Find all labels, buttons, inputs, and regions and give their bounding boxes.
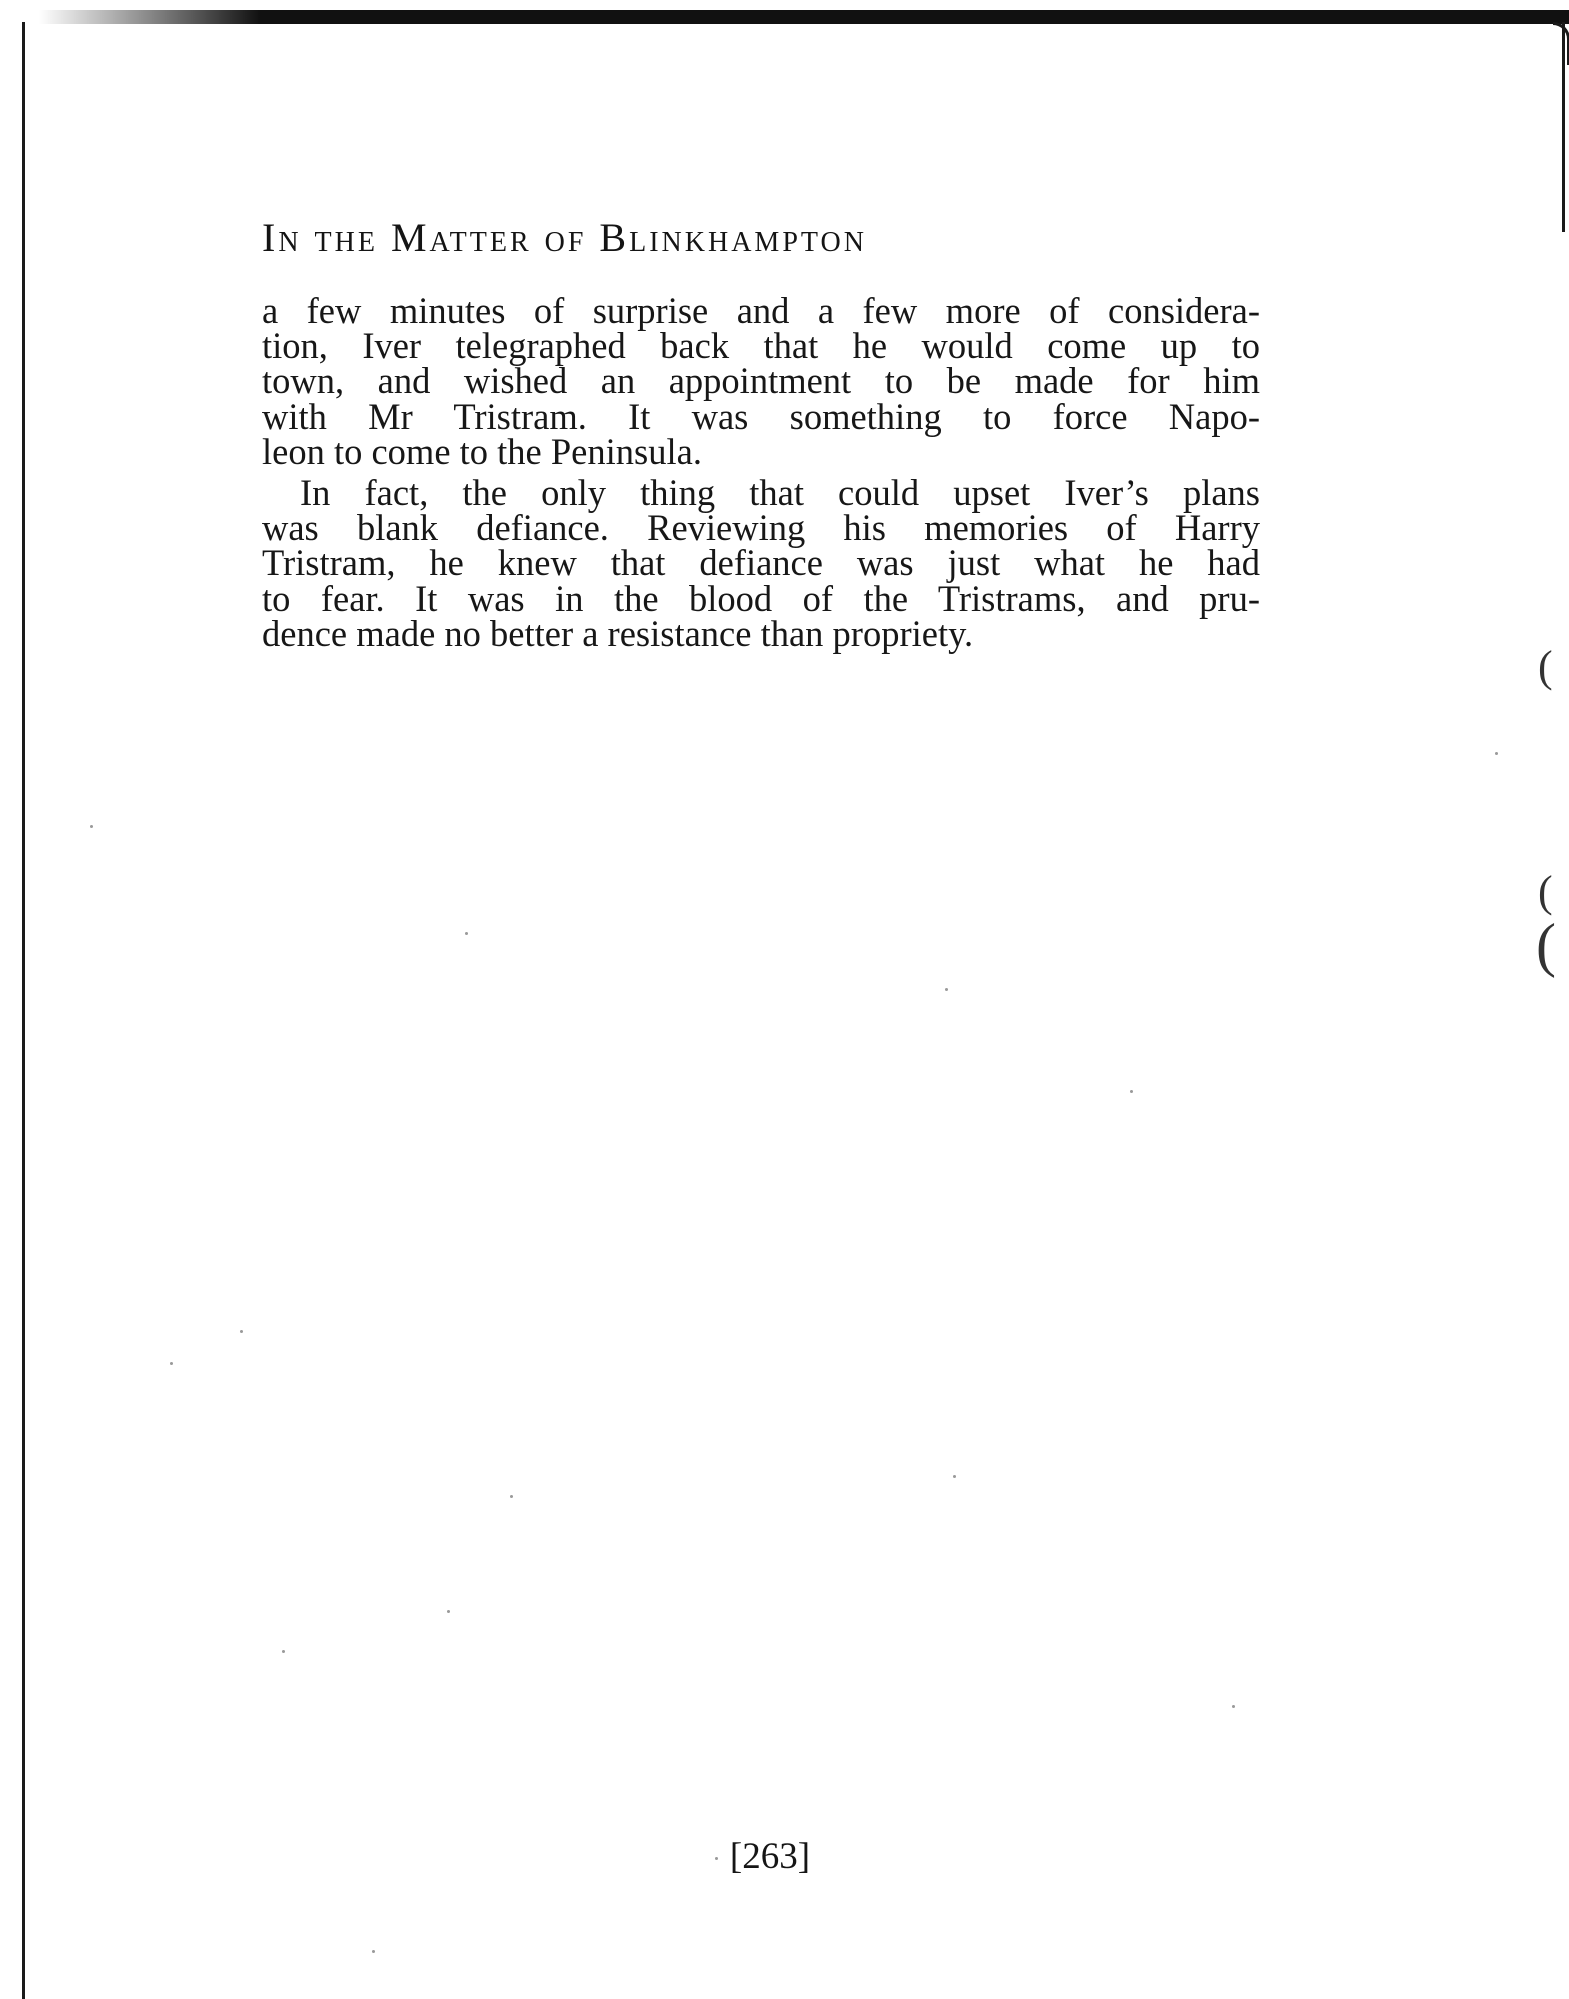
scan-speck	[90, 825, 93, 828]
scan-edge-mark: (	[1538, 867, 1553, 916]
running-head: In the Matter of Blinkhampton	[262, 215, 867, 260]
scan-speck	[953, 1475, 956, 1478]
scan-edge-mark: (	[1536, 912, 1556, 978]
scan-speck	[715, 1857, 718, 1860]
scan-speck	[1495, 752, 1498, 755]
text-line: with Mr Tristram. It was something to force Napo-	[262, 395, 1260, 437]
paragraph	[262, 290, 1260, 472]
scan-speck	[1130, 1090, 1133, 1093]
scan-speck	[240, 1330, 243, 1333]
paragraph	[262, 472, 1260, 654]
scan-speck	[170, 1362, 173, 1365]
scan-page-curl	[1553, 22, 1569, 65]
scan-speck	[945, 988, 948, 991]
scan-speck	[372, 1950, 375, 1953]
text-line: town, and wished an appointment to be made for him	[262, 360, 1260, 402]
text-line: Tristram, he knew that defiance was just what he had	[262, 542, 1260, 584]
scan-border-top-fade	[0, 0, 260, 24]
text-line: to fear. It was in the blood of the Tristrams, and pru-	[262, 577, 1260, 619]
body-text	[262, 290, 1260, 654]
scan-speck	[282, 1650, 285, 1653]
text-line: dence made no better a resistance than propriety.	[262, 612, 974, 654]
scan-speck	[1232, 1705, 1235, 1708]
scan-speck	[465, 932, 468, 935]
text-line: tion, Iver telegraphed back that he would come up to	[262, 325, 1260, 367]
scan-edge-mark: (	[1538, 642, 1553, 691]
scan-speck	[510, 1495, 513, 1498]
page-number: [263]	[729, 1836, 811, 1877]
scan-border-left	[22, 22, 25, 1999]
text-line: leon to come to the Peninsula.	[262, 430, 702, 472]
text-line: a few minutes of surprise and a few more of considera-	[262, 290, 1260, 331]
text-line: was blank defiance. Reviewing his memories of Harry	[262, 507, 1260, 549]
scan-speck	[447, 1610, 450, 1613]
text-line: In fact, the only thing that could upset Iver’s plans	[300, 472, 1260, 514]
